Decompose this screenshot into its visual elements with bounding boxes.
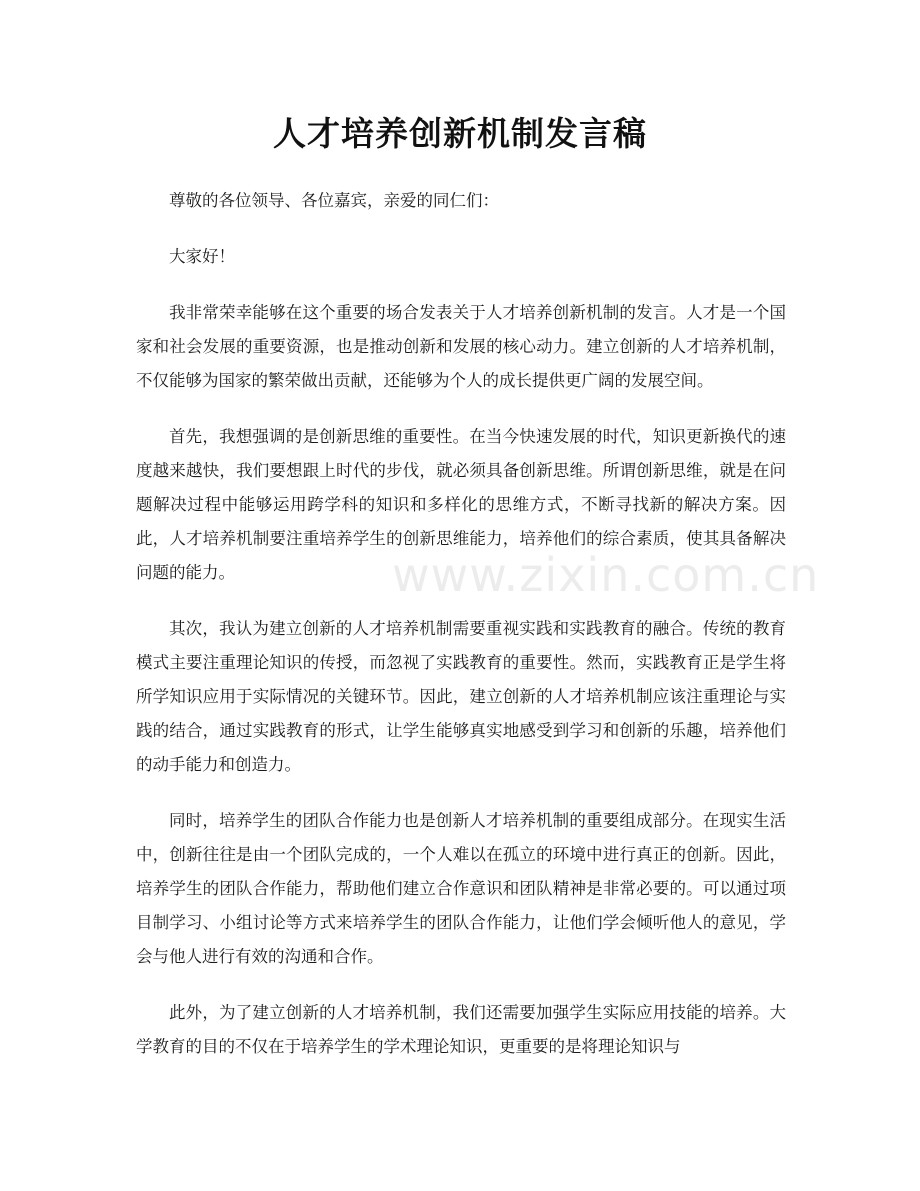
body-paragraph: 我非常荣幸能够在这个重要的场合发表关于人才培养创新机制的发言。人才是一个国家和社会发展的重要资源，也是推动创新和发展的核心动力。建立创新的人才培养机制，不仅能够为国家的繁荣做出贡献，还能够为个人的成长提供更广阔的发展空间。 [136,303,786,390]
document-body [136,184,786,1086]
body-paragraph: 首先，我想强调的是创新思维的重要性。在当今快速发展的时代，知识更新换代的速度越来越快，我们要想跟上时代的步伐，就必须具备创新思维。所谓创新思维，就是在问题解决过程中能够运用跨学科的知识和多样化的思维方式，不断寻找新的解决方案。因此，人才培养机制要注重培养学生的创新思维能力，培养他们的综合素质，使其具备解决问题的能力。 [136,427,786,582]
body-paragraph: 此外，为了建立创新的人才培养机制，我们还需要加强学生实际应用技能的培养。大学教育的目的不仅在于培养学生的学术理论知识，更重要的是将理论知识与 [136,1003,786,1056]
body-paragraph: 其次，我认为建立创新的人才培养机制需要重视实践和实践教育的融合。传统的教育模式主要注重理论知识的传授，而忽视了实践教育的重要性。然而，实践教育正是学生将所学知识应用于实际情况的关键环节。因此，建立创新的人才培养机制应该注重理论与实践的结合，通过实践教育的形式，让学生能够真实地感受到学习和创新的乐趣，培养他们的动手能力和创造力。 [136,619,786,774]
greeting-paragraph: 大家好！ [169,247,235,266]
watermark: www.zixin.com.cn [392,548,820,602]
document-title: 人才培养创新机制发言稿 [273,114,647,153]
body-paragraph: 同时，培养学生的团队合作能力也是创新人才培养机制的重要组成部分。在现实生活中，创新往往是由一个团队完成的，一个人难以在孤立的环境中进行真正的创新。因此，培养学生的团队合作能力，帮助他们建立合作意识和团队精神是非常必要的。可以通过项目制学习、小组讨论等方式来培养学生的团队合作能力，让他们学会倾听他人的意见，学会与他人进行有效的沟通和合作。 [136,811,786,966]
salutation-paragraph: 尊敬的各位领导、各位嘉宾，亲爱的同仁们： [169,191,499,210]
